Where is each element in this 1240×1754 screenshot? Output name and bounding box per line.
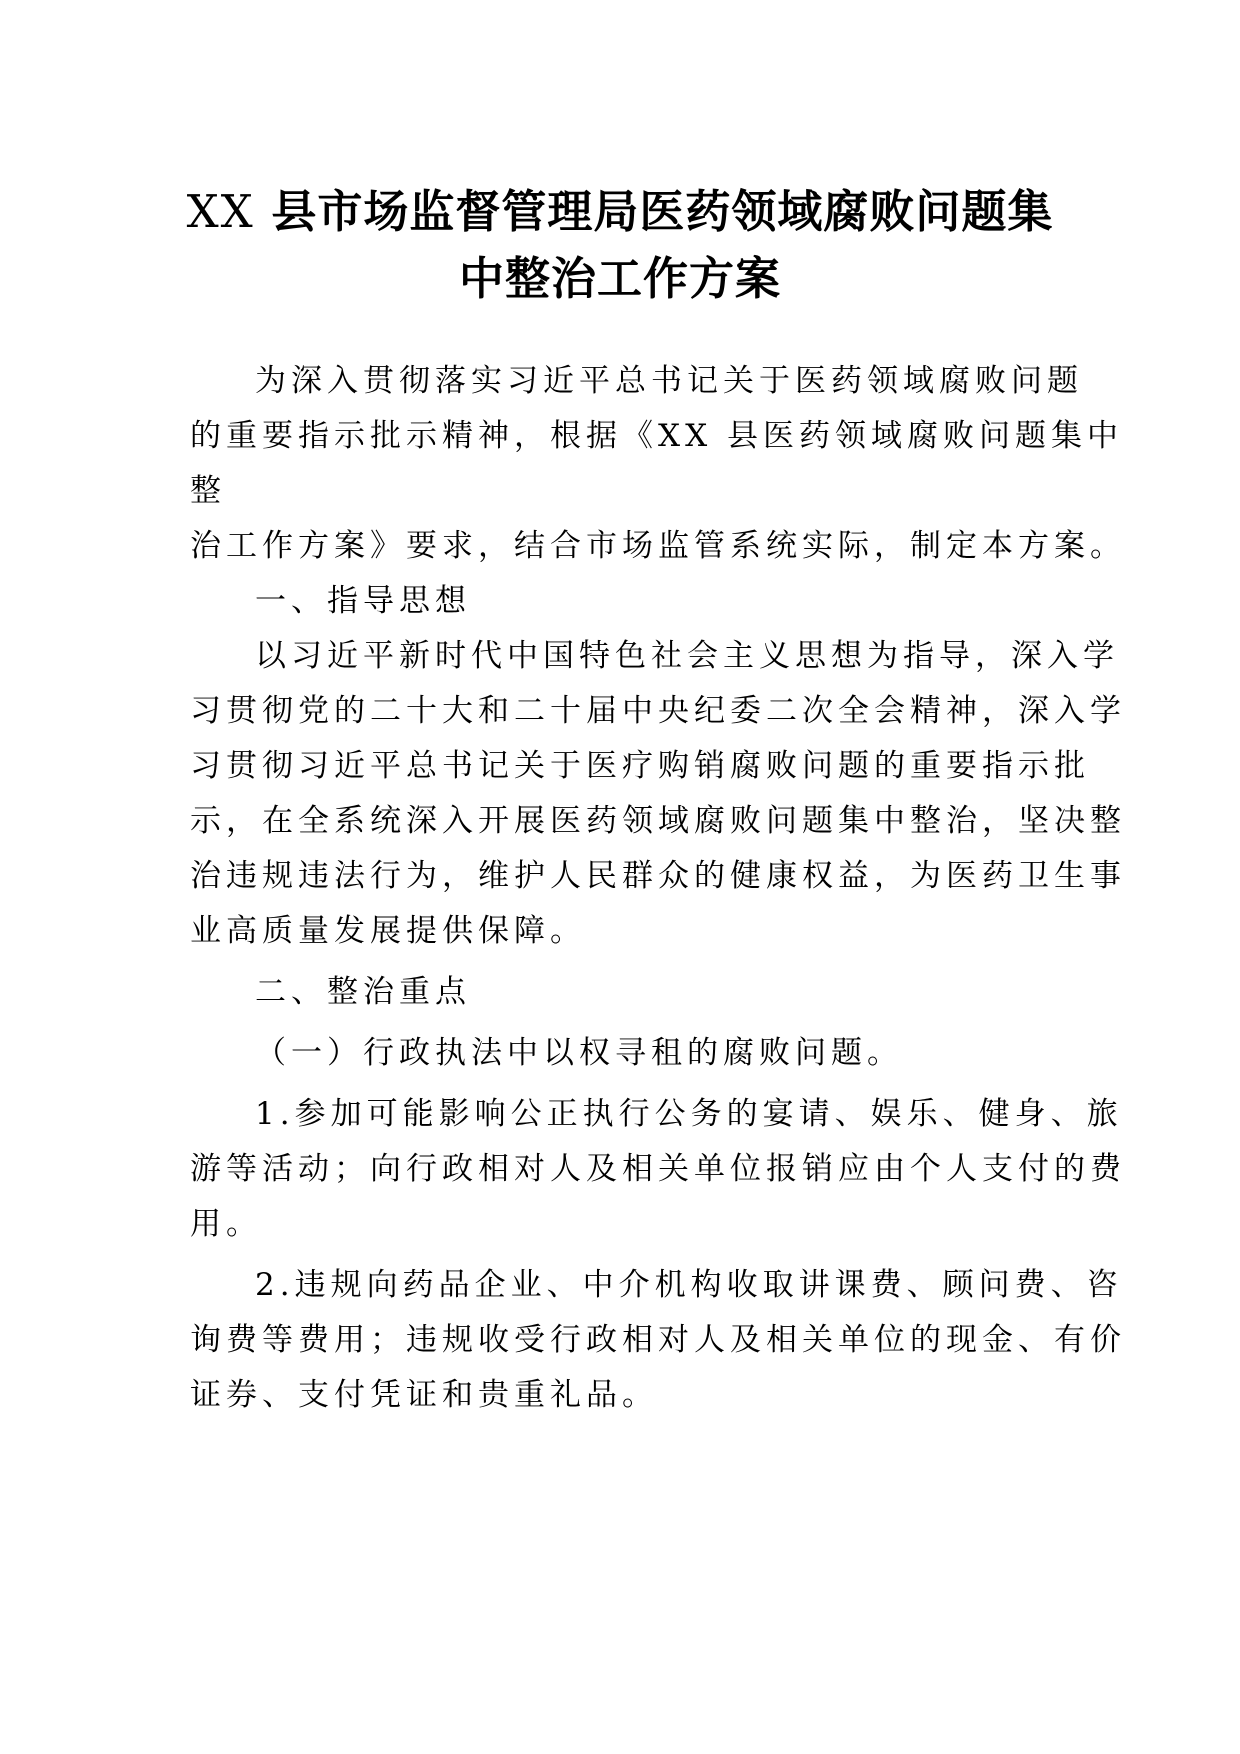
item-2-line: 询费等费用；违规收受行政相对人及相关单位的现金、有价: [190, 1322, 1126, 1358]
title-county-placeholder: XX: [186, 185, 255, 238]
item-2-line: 证券、支付凭证和贵重礼品。: [190, 1377, 658, 1413]
title-line-1-text: 县市场监督管理局医药领域腐败问题集: [254, 185, 1054, 238]
guiding-ideology-paragraph-line: 习贯彻习近平总书记关于医疗购销腐败问题的重要指示批: [190, 748, 1090, 784]
subsection-heading-1: （一）行政执法中以权寻租的腐败问题。: [255, 1035, 903, 1071]
document-title-line-1: [150, 186, 1090, 238]
intro-paragraph-line: 整: [190, 473, 226, 509]
section-heading-guiding-ideology: 一、指导思想: [255, 583, 471, 619]
guiding-ideology-paragraph-line: 示，在全系统深入开展医药领域腐败问题集中整治，坚决整: [190, 803, 1126, 839]
item-1-line: 1.参加可能影响公正执行公务的宴请、娱乐、健身、旅: [255, 1096, 1123, 1132]
guiding-ideology-paragraph-line: 习贯彻党的二十大和二十届中央纪委二次全会精神，深入学: [190, 693, 1126, 729]
item-2-line: 2.违规向药品企业、中介机构收取讲课费、顾问费、咨: [255, 1267, 1123, 1303]
intro-paragraph-line: 的重要指示批示精神，根据《XX 县医药领域腐败问题集中: [190, 418, 1123, 454]
intro-paragraph-line: 治工作方案》要求，结合市场监管系统实际，制定本方案。: [190, 528, 1126, 564]
section-heading-rectification-focus: 二、整治重点: [255, 974, 471, 1010]
item-1-line: 用。: [190, 1206, 262, 1242]
document-title-line-2: 中整治工作方案: [458, 252, 781, 305]
guiding-ideology-paragraph-line: 业高质量发展提供保障。: [190, 913, 586, 949]
guiding-ideology-paragraph-line: 以习近平新时代中国特色社会主义思想为指导，深入学: [255, 638, 1119, 674]
intro-paragraph-line: 为深入贯彻落实习近平总书记关于医药领域腐败问题: [255, 363, 1083, 399]
guiding-ideology-paragraph-line: 治违规违法行为，维护人民群众的健康权益，为医药卫生事: [190, 858, 1126, 894]
item-1-line: 游等活动；向行政相对人及相关单位报销应由个人支付的费: [190, 1151, 1126, 1187]
